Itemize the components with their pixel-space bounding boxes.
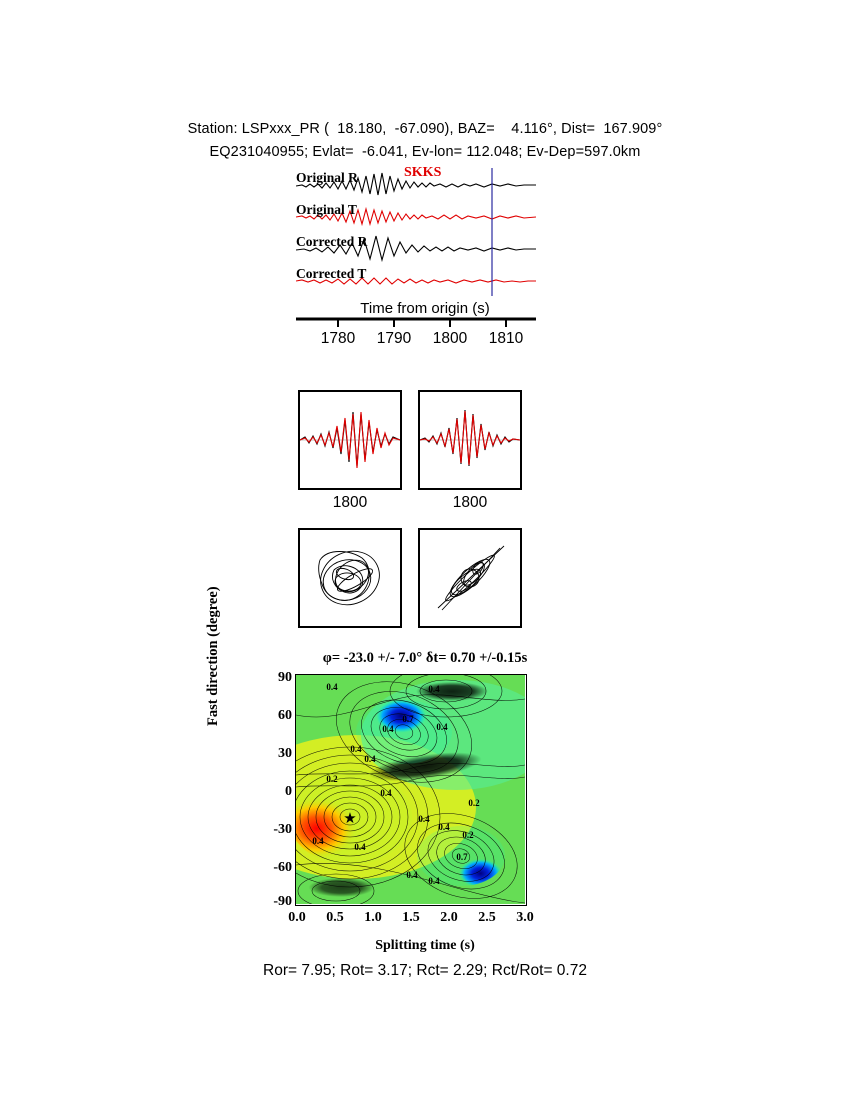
contour-label-9: 0.4 [418,814,430,824]
time-tick-3: 1810 [488,330,524,347]
contour-plot-title: φ= -23.0 +/- 7.0° δt= 0.70 +/-0.15s [322,650,528,666]
fast-slow-box-label-right: 1800 [452,494,488,511]
contour-label-15: 0.7 [456,852,468,862]
fast-slow-traces-right [420,392,520,488]
particle-motion-box-before [298,528,402,628]
contour-plot [295,674,527,906]
fast-slow-waveform-box-left [298,390,402,490]
contour-label-14: 0.4 [354,842,366,852]
figure-header [0,118,850,164]
y-tick-30: 30 [278,746,292,761]
contour-label-12: 0.2 [462,830,474,840]
contour-label-17: 0.4 [428,876,440,886]
contour-label-5: 0.4 [350,744,362,754]
event-info-line: EQ231040955; Evlat= -6.041, Ev-lon= 112.048; Ev-Dep=597.0km [209,144,641,160]
x-tick-00: 0.0 [288,910,306,925]
x-tick-10: 1.0 [364,910,382,925]
waveform-row-original-t [296,200,536,232]
contour-label-7: 0.2 [326,774,338,784]
y-tick-60: 60 [278,708,292,723]
time-tick-0: 1780 [320,330,356,347]
x-tick-25: 2.5 [478,910,496,925]
trace-label-corrected-r: Corrected R [296,234,368,249]
contour-x-ticks [288,910,534,932]
contour-x-axis-label: Splitting time (s) [375,938,475,953]
fast-slow-traces-left [300,392,400,488]
particle-motion-after [420,530,520,626]
particle-motion-box-after [418,528,522,628]
y-tick-m60: -60 [273,860,292,875]
quality-metrics-footer: Ror= 7.95; Rot= 3.17; Rct= 2.29; Rct/Rot= 0.72 [263,962,587,979]
contour-label-4: 0.4 [436,722,448,732]
time-tick-2: 1800 [432,330,468,347]
y-tick-m30: -30 [273,822,292,837]
svg-text:★: ★ [343,809,357,827]
phase-label-skks: SKKS [404,165,442,180]
y-tick-0: 0 [285,784,292,799]
contour-label-6: 0.4 [364,754,376,764]
waveform-row-original-r [296,168,536,200]
time-tick-1: 1790 [376,330,412,347]
time-axis-tick-labels [286,330,546,352]
waveform-row-corrected-r [296,232,536,264]
trace-label-original-t: Original T [296,202,357,217]
contour-label-10: 0.4 [438,822,450,832]
contour-label-13: 0.4 [312,836,324,846]
x-tick-05: 0.5 [326,910,344,925]
contour-y-axis-label: Fast direction (degree) [205,586,221,726]
y-tick-90: 90 [278,670,292,685]
y-tick-m90: -90 [273,894,292,909]
time-axis [296,316,536,330]
x-tick-30: 3.0 [516,910,534,925]
contour-label-8: 0.4 [380,788,392,798]
trace-label-original-r: Original R [296,170,358,185]
contour-label-0: 0.4 [326,682,338,692]
contour-label-1: 0.4 [428,684,440,694]
particle-motion-before [300,530,400,626]
station-info-line: Station: LSPxxx_PR ( 18.180, -67.090), BAZ= 4.116°, Dist= 167.909° [187,121,663,137]
contour-label-3: 0.4 [382,724,394,734]
contour-label-2: 0.7 [402,714,414,724]
fast-slow-waveform-box-right [418,390,522,490]
fast-slow-box-label-left: 1800 [332,494,368,511]
contour-label-16: 0.4 [406,870,418,880]
time-axis-title: Time from origin (s) [360,300,490,317]
trace-label-corrected-t: Corrected T [296,266,367,281]
x-tick-15: 1.5 [402,910,420,925]
contour-plot-box [295,674,527,906]
waveform-row-corrected-t [296,264,536,296]
x-tick-20: 2.0 [440,910,458,925]
contour-label-11: 0.2 [468,798,480,808]
contour-y-ticks [232,670,292,909]
